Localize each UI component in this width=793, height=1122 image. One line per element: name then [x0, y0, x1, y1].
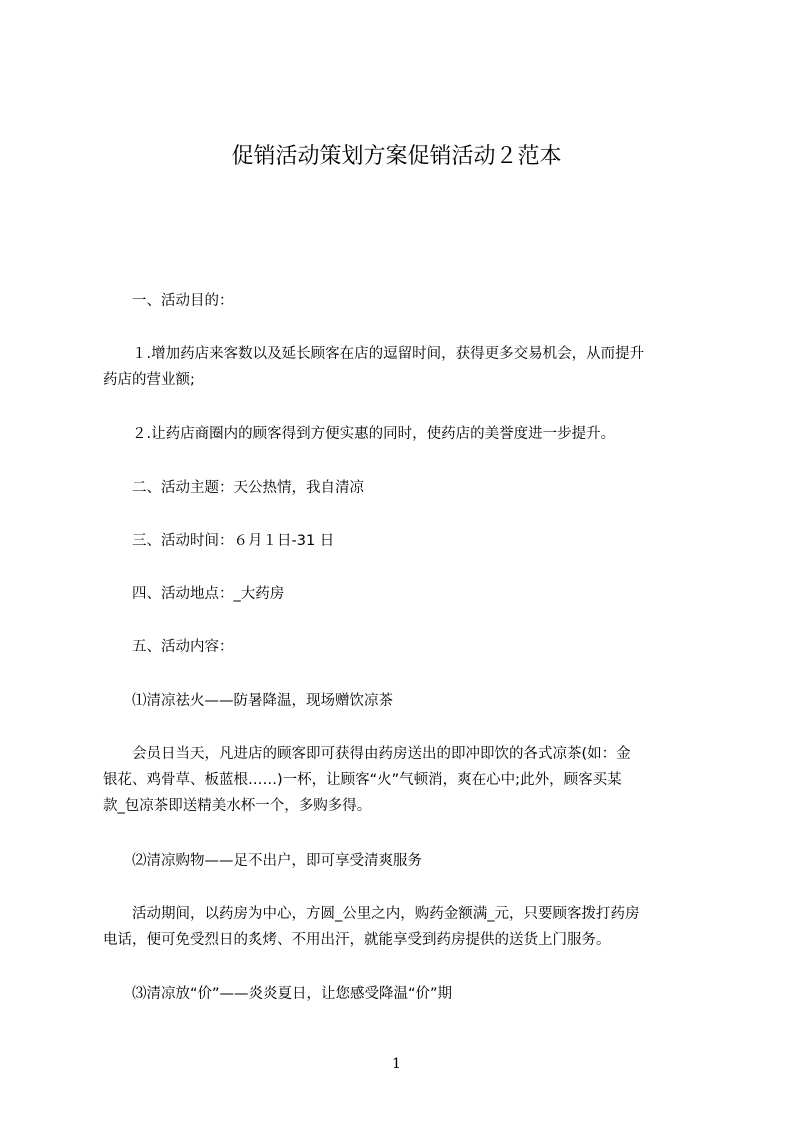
paragraph-line: 款_包凉茶即送精美水杯一个，多购多得。: [103, 798, 372, 814]
section-heading-theme: 二、活动主题：天公热情，我自清凉: [103, 480, 364, 496]
document-title: 促销活动策划方案促销活动２范本: [231, 144, 562, 169]
paragraph-line: 银花、鸡骨草、板蓝根……)一杯，让顾客“火”气顿消，爽在心中;此外，顾客买某: [103, 772, 622, 788]
paragraph-content-2: [103, 901, 703, 953]
paragraph-content-1: [103, 741, 703, 819]
paragraph-purpose-1: [103, 341, 703, 393]
paragraph-line: 电话，便可免受烈日的炙烤、不用出汗，就能享受到药房提供的送货上门服务。: [103, 932, 611, 948]
paragraph-line: 药店的营业额;: [103, 372, 195, 388]
subsection-heading-3: ⑶清凉放“价”——炎炎夏日，让您感受降温“价”期: [103, 986, 453, 1002]
paragraph-line: １.增加药店来客数以及延长顾客在店的逗留时间，获得更多交易机会，从而提升: [103, 346, 645, 362]
paragraph-line: 会员日当天，凡进店的顾客即可获得由药房送出的即冲即饮的各式凉茶(如：金: [103, 746, 631, 762]
section-heading-location: 四、活动地点：_大药房: [103, 586, 285, 602]
section-heading-purpose: 一、活动目的：: [103, 293, 234, 309]
paragraph-line: 活动期间，以药房为中心，方圆_公里之内，购药金额满_元，只要顾客拨打药房: [103, 906, 640, 922]
page-number: 1: [392, 1056, 401, 1072]
section-heading-content: 五、活动内容：: [103, 639, 234, 655]
paragraph-purpose-2: ２.让药店商圈内的顾客得到方便实惠的同时，使药店的美誉度进一步提升。: [103, 426, 616, 442]
subsection-heading-1: ⑴清凉祛火——防暑降温，现场赠饮凉茶: [103, 693, 393, 709]
subsection-heading-2: ⑵清凉购物——足不出户，即可享受清爽服务: [103, 853, 422, 869]
section-heading-time: 三、活动时间：６月１日-31 日: [103, 533, 335, 549]
